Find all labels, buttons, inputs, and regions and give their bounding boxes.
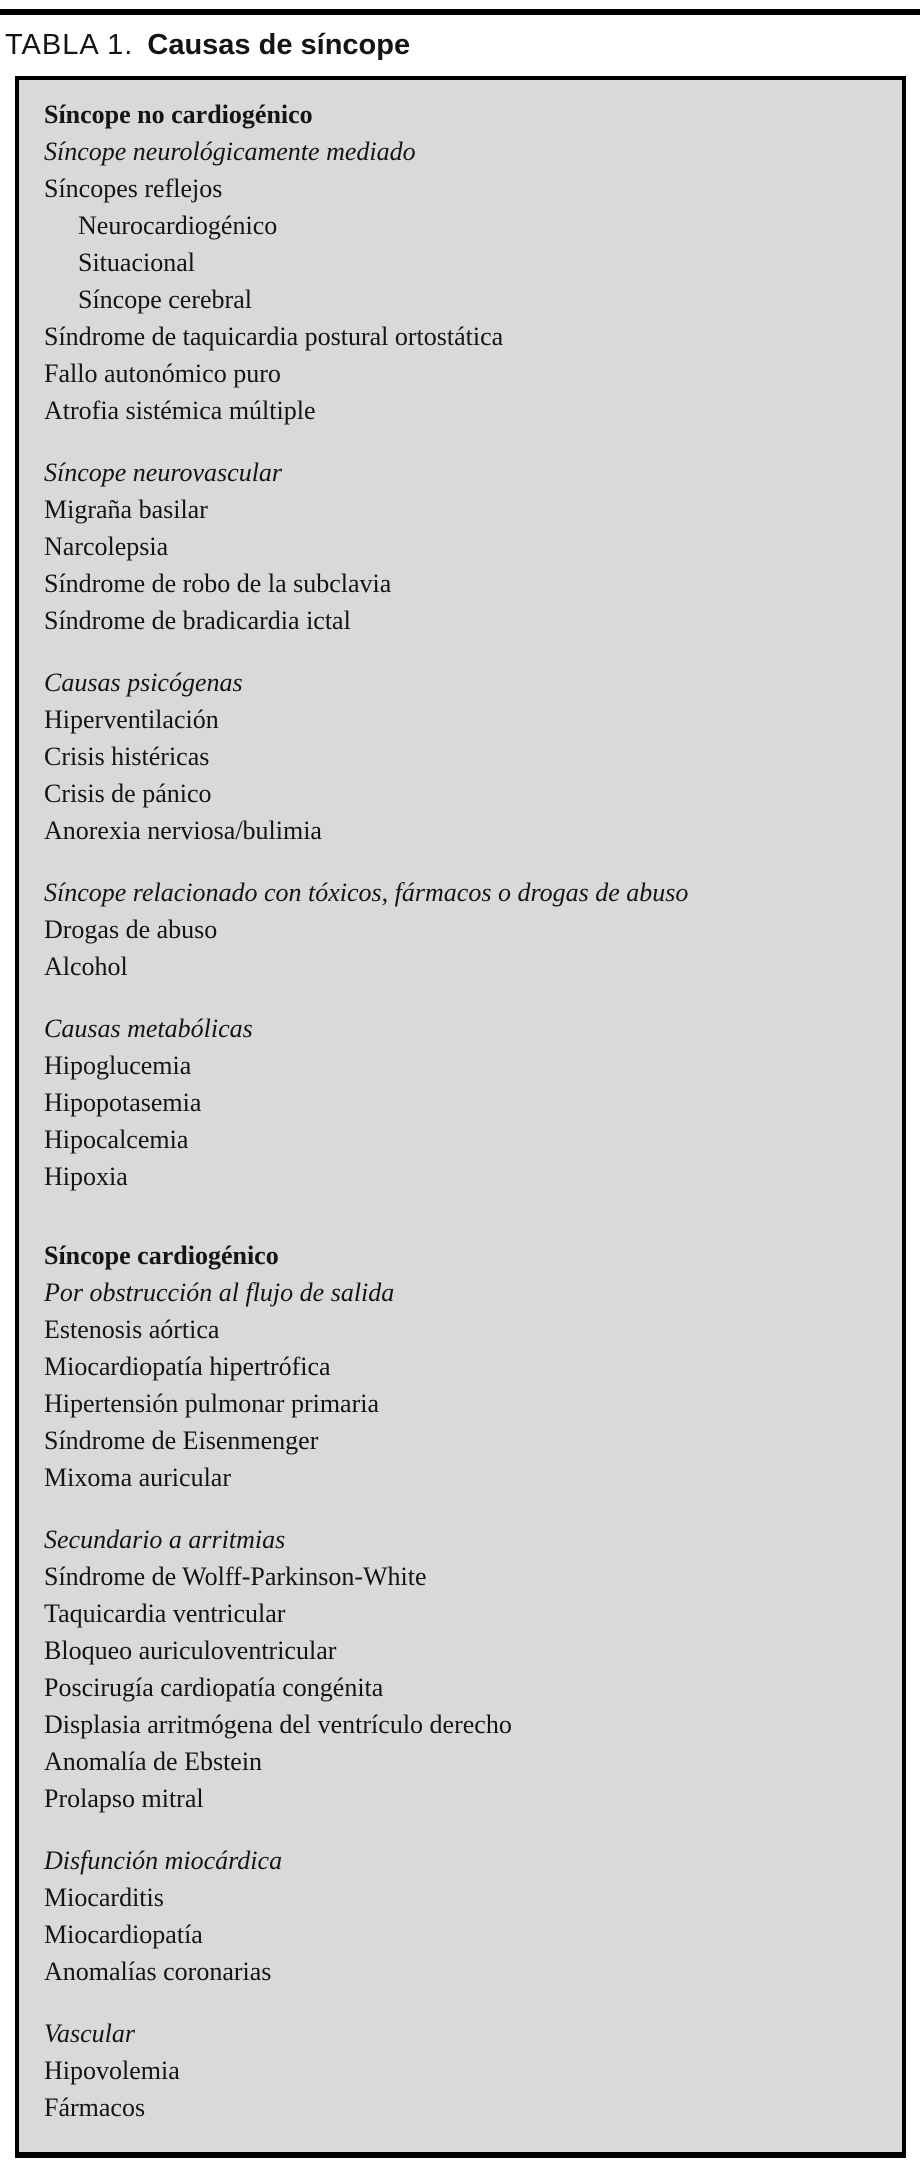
list-item: Miocarditis (44, 1883, 164, 1912)
list-item: Hipopotasemia (44, 1088, 202, 1117)
list-item: Displasia arritmógena del ventrículo derecho (44, 1710, 512, 1739)
list-item: Hipocalcemia (44, 1125, 189, 1154)
list-item: Miocardiopatía hipertrófica (44, 1352, 331, 1381)
list-item: Drogas de abuso (44, 915, 218, 944)
list-item: Crisis de pánico (44, 779, 212, 808)
list-item: Migraña basilar (44, 495, 208, 524)
table-section-1 (44, 96, 884, 1195)
list-item: Hipoglucemia (44, 1051, 192, 1080)
list-item: Situacional (78, 248, 195, 277)
list-item: Síndrome de robo de la subclavia (44, 569, 392, 598)
table-section-2 (44, 1237, 884, 2126)
list-item: Síncopes reflejos (44, 174, 223, 203)
list-item: Anomalías coronarias (44, 1957, 272, 1986)
list-item: Síndrome de Wolff-Parkinson-White (44, 1562, 427, 1591)
group-subheader: Por obstrucción al flujo de salida (44, 1278, 395, 1307)
group-subheader: Síncope neurovascular (44, 458, 283, 487)
list-item: Crisis histéricas (44, 742, 210, 771)
list-item: Hipertensión pulmonar primaria (44, 1389, 380, 1418)
document-page (0, 9, 920, 2170)
list-item: Miocardiopatía (44, 1920, 203, 1949)
table-caption (5, 28, 920, 62)
list-item: Síndrome de taquicardia postural ortostática (44, 322, 504, 351)
caption-top-rule (0, 9, 920, 15)
list-item: Prolapso mitral (44, 1784, 204, 1813)
list-item: Estenosis aórtica (44, 1315, 220, 1344)
item-group (44, 1521, 884, 1817)
table-title: Causas de síncope (147, 29, 411, 61)
list-item: Hiperventilación (44, 705, 219, 734)
list-item: Bloqueo auriculoventricular (44, 1636, 337, 1665)
list-item: Narcolepsia (44, 532, 169, 561)
item-group (44, 133, 884, 429)
list-item: Síndrome de bradicardia ictal (44, 606, 351, 635)
group-subheader: Causas psicógenas (44, 668, 243, 697)
group-subheader: Disfunción miocárdica (44, 1846, 283, 1875)
group-subheader: Vascular (44, 2019, 135, 2048)
group-subheader: Secundario a arritmias (44, 1525, 286, 1554)
list-item: Síndrome de Eisenmenger (44, 1426, 319, 1455)
list-item: Alcohol (44, 952, 128, 981)
group-subheader: Síncope neurológicamente mediado (44, 137, 416, 166)
list-item: Neurocardiogénico (78, 211, 278, 240)
list-item: Hipovolemia (44, 2056, 180, 2085)
list-item: Taquicardia ventricular (44, 1599, 286, 1628)
item-group (44, 1010, 884, 1195)
list-item: Fallo autonómico puro (44, 359, 281, 388)
item-group (44, 874, 884, 985)
item-group (44, 1274, 884, 1496)
section-header: Síncope no cardiogénico (44, 100, 313, 129)
table-label: TABLA 1. (5, 29, 134, 61)
section-header: Síncope cardiogénico (44, 1241, 279, 1270)
list-item: Hipoxia (44, 1162, 128, 1191)
list-item: Mixoma auricular (44, 1463, 231, 1492)
item-group (44, 2015, 884, 2126)
list-item: Fármacos (44, 2093, 146, 2122)
table-box (15, 76, 906, 2158)
item-group (44, 454, 884, 639)
list-item: Anomalía de Ebstein (44, 1747, 263, 1776)
item-group (44, 664, 884, 849)
list-item: Anorexia nerviosa/bulimia (44, 816, 322, 845)
list-item: Atrofia sistémica múltiple (44, 396, 316, 425)
list-item: Poscirugía cardiopatía congénita (44, 1673, 384, 1702)
group-subheader: Causas metabólicas (44, 1014, 253, 1043)
list-item: Síncope cerebral (78, 285, 252, 314)
group-subheader: Síncope relacionado con tóxicos, fármacos o drogas de abuso (44, 878, 689, 907)
item-group (44, 1842, 884, 1990)
